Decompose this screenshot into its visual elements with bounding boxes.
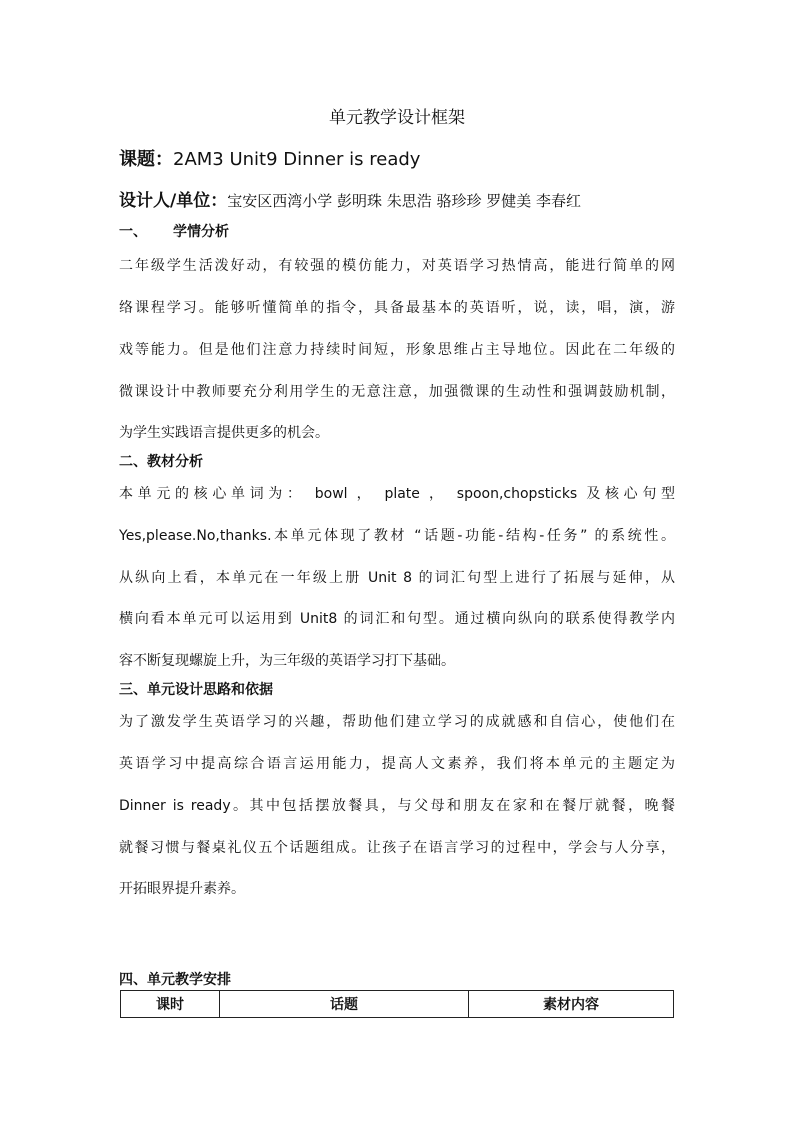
section2-line: 本单元的核心单词为： bowl ， plate ， spoon,chopsticks 及核心句型 bbox=[119, 486, 675, 502]
table-header-row bbox=[121, 991, 674, 1018]
section1-heading bbox=[119, 222, 229, 242]
topic-label: 课题： bbox=[119, 149, 173, 170]
section3-line: 为了激发学生英语学习的兴趣，帮助他们建立学习的成就感和自信心，使他们在 bbox=[119, 714, 675, 730]
table-header-cell: 话题 bbox=[220, 991, 469, 1018]
section1-title: 学情分析 bbox=[173, 224, 229, 240]
topic-value: 2AM3 Unit9 Dinner is ready bbox=[173, 149, 421, 170]
table-header-cell: 素材内容 bbox=[469, 991, 674, 1018]
section4-heading: 四、单元教学安排 bbox=[119, 972, 231, 988]
section1-line: 二年级学生活泼好动，有较强的模仿能力，对英语学习热情高，能进行简单的网 bbox=[119, 258, 675, 274]
section3-heading: 三、单元设计思路和依据 bbox=[119, 682, 273, 698]
topic-line bbox=[119, 147, 420, 173]
section3-line: Dinner is ready。其中包括摆放餐具，与父母和朋友在家和在餐厅就餐，晚餐 bbox=[119, 798, 675, 814]
section1-line: 络课程学习。能够听懂简单的指令，具备最基本的英语听，说，读，唱，演，游 bbox=[119, 300, 675, 316]
designer-label: 设计人/单位： bbox=[119, 191, 228, 211]
section2-line: 容不断复现螺旋上升，为三年级的英语学习打下基础。 bbox=[119, 653, 455, 669]
teaching-plan-table bbox=[120, 990, 674, 1018]
section2-line: Yes,please.No,thanks.本单元体现了教材 “话题-功能-结构-任务” 的系统性。 bbox=[119, 528, 675, 544]
section1-line: 戏等能力。但是他们注意力持续时间短，形象思维占主导地位。因此在二年级的 bbox=[119, 342, 675, 358]
designer-value: 宝安区西湾小学 彭明珠 朱思浩 骆珍珍 罗健美 李春红 bbox=[227, 192, 582, 210]
designer-line bbox=[119, 190, 581, 212]
table-header-cell: 课时 bbox=[121, 991, 220, 1018]
section1-number: 一、 bbox=[119, 224, 147, 240]
section3-line: 就餐习惯与餐桌礼仪五个话题组成。让孩子在语言学习的过程中，学会与人分享， bbox=[119, 840, 675, 856]
section1-line: 微课设计中教师要充分利用学生的无意注意，加强微课的生动性和强调鼓励机制， bbox=[119, 384, 675, 400]
section2-line: 横向看本单元可以运用到 Unit8 的词汇和句型。通过横向纵向的联系使得教学内 bbox=[119, 611, 675, 627]
section3-line: 开拓眼界提升素养。 bbox=[119, 881, 245, 897]
section3-line: 英语学习中提高综合语言运用能力，提高人文素养，我们将本单元的主题定为 bbox=[119, 756, 675, 772]
section2-line: 从纵向上看，本单元在一年级上册 Unit 8 的词汇句型上进行了拓展与延伸，从 bbox=[119, 570, 675, 586]
document-title: 单元教学设计框架 bbox=[329, 108, 465, 128]
section2-heading: 二、教材分析 bbox=[119, 454, 203, 470]
section1-line: 为学生实践语言提供更多的机会。 bbox=[119, 425, 329, 441]
